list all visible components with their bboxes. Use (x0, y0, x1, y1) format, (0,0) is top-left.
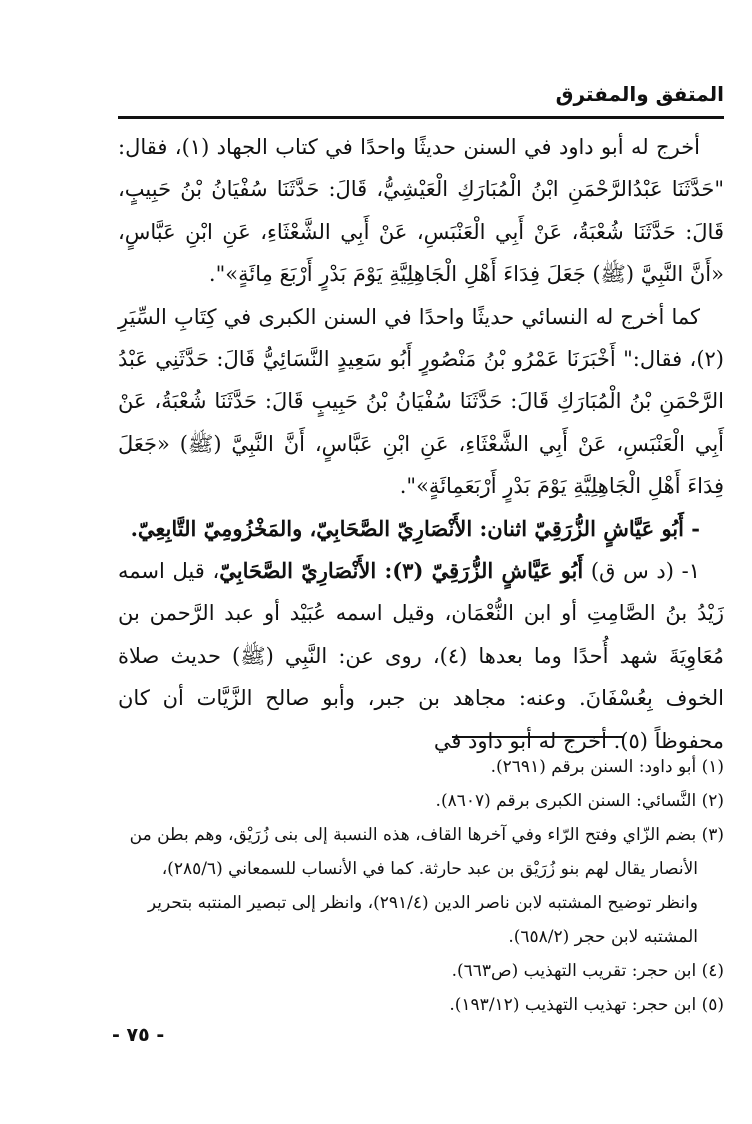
paragraph-nasai: كما أخرج له النسائي حديثًا واحدًا في السنن الكبرى في كِتَابِ السِّيَرِ (٢)، فقال:" أَخْبَرَنَا عَمْرُو بْنُ مَنْصُورٍ أَبُو سَعِيدٍ النَّسَائِيُّ قَالَ: حَدَّثَنِي عَبْدُ الرَّحْمَنِ بْنُ الْمُبَارَكِ قَالَ: حَدَّثَنَا سُفْيَانُ بْنُ حَبِيبٍ قَالَ: حَدَّثَنَا شُعْبَةُ، عَنْ أَبِي الْعَنْبَسِ، عَنْ أَبِي الشَّعْثَاءِ، عَنِ ابْنِ عَبَّاسٍ، أَنَّ النَّبِيَّ (ﷺ) «جَعَلَ فِدَاءَ أَهْلِ الْجَاهِلِيَّةِ يَوْمَ بَدْرٍ أَرْبَعَمِائَةٍ»". (118, 304, 724, 499)
footnote-3-line-1: (٣) بضم الزّاي وفتح الرّاء وفي آخرها القاف، هذه النسبة إلى بنى زُرَيْق، وهم بطن من (129, 825, 724, 845)
main-text (118, 126, 724, 762)
paragraph-abu-dawud: أخرج له أبو داود في السنن حديثًا واحدًا في كتاب الجهاد (١)، فقال: "حَدَّثَنَا عَبْدُالرَّحْمَنِ ابْنُ الْمُبَارَكِ الْعَيْشِيُّ، قَالَ: حَدَّثَنَا سُفْيَانُ بْنُ حَبِيبٍ، قَالَ: حَدَّثَنَا شُعْبَةُ، عَنْ أَبِي الْعَنْبَسِ، عَنْ أَبِي الشَّعْثَاءِ، عَنِ ابْنِ عَبَّاسٍ، «أَنَّ النَّبِيَّ (ﷺ) جَعَلَ فِدَاءَ أَهْلِ الْجَاهِلِيَّةِ يَوْمَ بَدْرٍ أَرْبَعَ مِائَةٍ»". (118, 135, 724, 287)
running-header-title: المتفق والمفترق (555, 82, 724, 106)
biography-entry (118, 550, 724, 762)
footnotes (118, 750, 724, 1022)
footnote-4: (٤) ابن حجر: تقريب التهذيب (ص٦٦٣). (451, 961, 724, 981)
page-number: - ٧٥ - (112, 1024, 165, 1046)
footnote-3-line-4: المشتبه لابن حجر (٦٥٨/٢). (508, 927, 698, 947)
entry-lead: ١- (د س ق) (590, 559, 700, 584)
footnote-5: (٥) ابن حجر: تهذيب التهذيب (١٩٣/١٢). (449, 995, 724, 1015)
footnote-3-line-3: وانظر توضيح المشتبه لابن ناصر الدين (٢٩١/٤)، وانظر إلى تبصير المنتبه بتحرير (147, 893, 698, 913)
header-rule (118, 116, 724, 119)
entry-text: ، قيل اسمه زَيْدُ بنُ الصَّامِتِ أو ابن النُّعْمَان، وقيل اسمه عُبَيْد أو عبد الرَّحمن بن مُعَاوِيَةَ شهد أُحدًا وما بعدها (٤)، روى عن: النَّبِي (ﷺ) حديث صلاة الخوف بِعُسْفَانَ. وعنه: مجاهد بن جبر، وأبو صالح الزَّيَّات أن كان محفوظاً (٥). أخرج له أبو داود في (118, 559, 724, 753)
footnote-3-line-2: الأنصار يقال لهم بنو زُرَيْق بن عبد حارثة. كما في الأنساب للسمعاني (٢٨٥/٦)، (161, 859, 698, 879)
entry-name: أَبُو عَيَّاشٍ الزُّرَقِيّ (٣): الأَنْصَارِيّ الصَّحَابِيّ (219, 558, 584, 584)
footnote-2: (٢) النَّسائي: السنن الكبرى برقم (٨٦٠٧). (435, 791, 724, 811)
section-heading (118, 508, 724, 550)
section-heading-text: - أَبُو عَيَّاشٍ الزُّرَقِيّ اثنان: الأَنْصَارِيّ الصَّحَابِيّ، والمَخْزُومِيّ التَّابِعِيّ. (130, 515, 700, 541)
footnote-separator (452, 736, 624, 738)
footnote-1: (١) أبو داود: السنن برقم (٢٦٩١). (490, 757, 724, 777)
